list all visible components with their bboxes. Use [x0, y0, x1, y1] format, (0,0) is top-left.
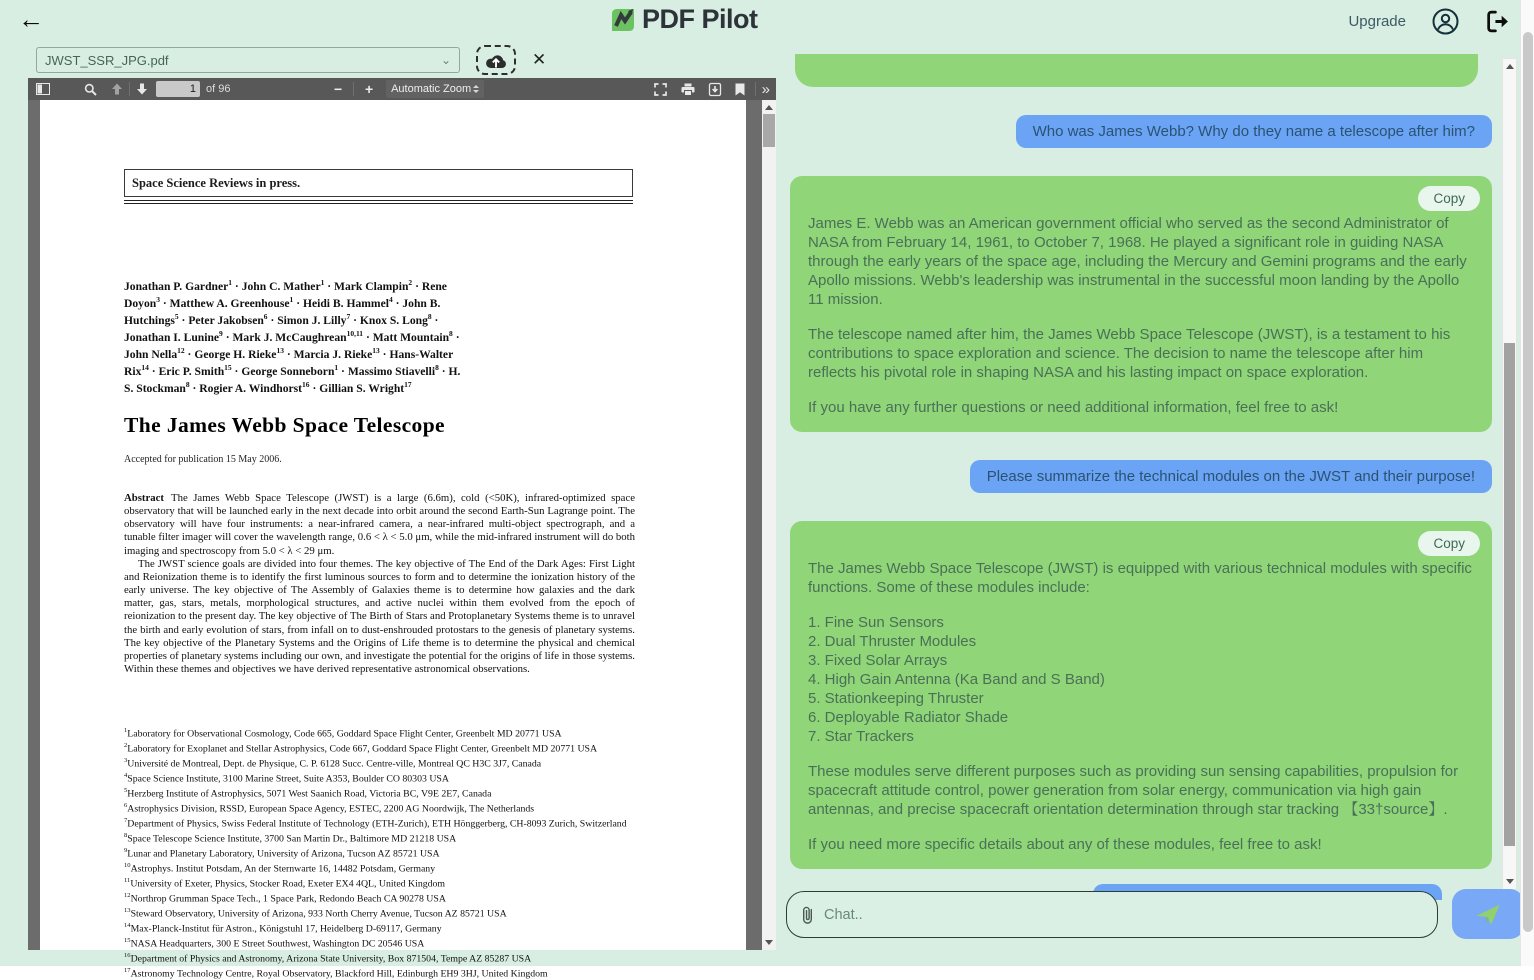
send-button[interactable]	[1452, 889, 1524, 939]
top-right-actions	[1348, 8, 1510, 35]
author-list: Jonathan P. Gardner$^1$ · John C. Mather$^1$ · Mark Clampin$^2$ · Rene Doyon$^3$ · Matthew A. Greenhouse$^1$ · Heidi B. Hammel$^4$ · John B. Hutchings$^5$ · Peter Jakobsen$^6$ · Simon J. Lilly$^7$ · Knox S. Long$^8$ · Jonathan I. Lunine$^9$ · Mark J. McCaughrean$^{10,11}$ · Matt Mountain$^8$ · John Nella$^{12}$ · George H. Rieke$^{13}$ · Marcia J. Rieke$^{13}$ · Hans-Walter Rix$^{14}$ · Eric P. Smith$^{15}$ · George Sonneborn$^1$ · Massimo Stiavelli$^8$ · H. S. Stockman$^8$ · Rogier A. Windhorst$^{16}$ · Gillian S. Wright$^{17}$	[124, 278, 461, 396]
sidebar-toggle-icon[interactable]	[36, 78, 50, 100]
page-down-icon[interactable]	[136, 78, 148, 100]
window-scrollbar-thumb[interactable]	[1523, 32, 1533, 932]
scroll-down-icon[interactable]	[765, 940, 773, 945]
footnote: $^9$Lunar and Planetary Laboratory, University of Arizona, Tucson AZ 85721 USA	[124, 846, 440, 860]
chat-text: 4. High Gain Antenna (Ka Band and S Band)	[808, 671, 1105, 688]
presentation-mode-icon[interactable]	[654, 78, 667, 100]
chat-text: Please summarize the technical modules on the JWST and their purpose!	[986, 468, 1475, 485]
chat-message-user	[1016, 115, 1492, 148]
paper-title: The James Webb Space Telescope	[124, 413, 445, 437]
toolbar-divider	[755, 82, 756, 96]
abstract-label: Abstract	[124, 492, 165, 504]
close-file-button[interactable]: ✕	[532, 50, 547, 69]
copy-button[interactable]: Copy	[1418, 531, 1480, 556]
footnote: $^{10}$Astrophys. Institut Potsdam, An der Sternwarte 16, 14482 Potsdam, Germany	[124, 861, 436, 875]
attachment-paperclip-icon[interactable]	[801, 905, 814, 925]
chat-text: These modules serve different purposes such as providing sun sensing capabilities, propulsion for spacecraft attitude control, power generation from solar energy, communication via high gain antennas, and precise spacecraft orientation determination through star tracking 【33†source】.	[808, 763, 1459, 818]
chat-text: 2. Dual Thruster Modules	[808, 633, 977, 650]
pdf-viewer	[28, 78, 776, 980]
zoom-select[interactable]	[386, 80, 484, 98]
abstract-paragraph: The James Webb Space Telescope (JWST) is a large (6.6m), cold (<50K), infrared-optimized space observatory that will be launched early in the next decade into orbit around the second Earth-Sun Lagrange point. The observatory will have four instruments: a near-infrared camera, a near-infrared multi-object spectrograph, and a tunable filter imager will cover the wavelength range, 0.6 < λ < 5.0 μm, while the mid-infrared instrument will do both imaging and spectroscopy from 5.0 < λ < 29 μm.	[124, 492, 635, 557]
zoom-out-icon[interactable]: −	[333, 81, 343, 97]
file-bar	[36, 45, 546, 75]
print-icon[interactable]	[681, 78, 695, 100]
chat-text: 7. Star Trackers	[808, 728, 914, 745]
abstract-paragraph: The JWST science goals are divided into four themes. The key objective of The End of the Dark Ages: First Light and Reionization theme is to identify the first luminous sources to form and to determine the ionization history of the early universe. The key objective of The Assembly of Galaxies theme is to determine how galaxies and the dark matter, gas, stars, metals, morphological structures, and active nuclei within them evolved from the epoch of reionization to the present day. The key objective of The Birth of Stars and Protoplanetary Systems theme is to unravel the birth and early evolution of stars, from infall on to dust-enshrouded protostars to the genesis of planetary systems. The key objective of the Planetary Systems and the Origins of Life theme is to determine the physical and chemical properties of planetary systems including our own, and investigate the potential for the origins of life in those systems. Within these themes and objectives we have derived representative astronomical observations.	[124, 557, 635, 676]
footnote: $^6$Astrophysics Division, RSSD, European Space Agency, ESTEC, 2200 AG Noordwijk, The Netherlands	[124, 801, 535, 815]
brand-logo	[608, 4, 758, 35]
chat-scrollbar[interactable]	[1502, 58, 1517, 890]
file-select[interactable]	[36, 47, 460, 73]
brand-logo-icon	[608, 5, 638, 35]
download-icon[interactable]	[709, 78, 721, 100]
scroll-down-icon[interactable]	[1506, 879, 1514, 884]
abstract	[124, 492, 635, 676]
pdf-canvas-area	[28, 100, 776, 980]
page-count-label: of 96	[206, 83, 231, 95]
logout-icon[interactable]	[1485, 9, 1510, 34]
footnote: $^8$Space Telescope Science Institute, 3700 San Martin Dr., Baltimore MD 21218 USA	[124, 831, 457, 845]
chat-scrollbar-thumb[interactable]	[1504, 343, 1515, 846]
chat-text: 3. Fixed Solar Arrays	[808, 652, 948, 669]
chat-message-assistant	[795, 54, 1478, 87]
chat-message-assistant	[790, 521, 1492, 869]
pdf-page	[40, 100, 746, 980]
chat-input-placeholder: Chat..	[824, 906, 863, 923]
more-tools-icon[interactable]: »	[761, 80, 768, 98]
chat-message-user	[970, 460, 1492, 493]
zoom-in-icon[interactable]: +	[364, 81, 374, 97]
top-bar	[0, 0, 1534, 42]
chat-text: The telescope named after him, the James Webb Space Telescope (JWST), is a testament to his contributions to space exploration and science. The decision to name the telescope after him reflects his pivotal role in shaping NASA and his lasting impact on space exploration.	[808, 326, 1451, 381]
scroll-up-icon[interactable]	[1506, 64, 1514, 69]
footnote: $^4$Space Science Institute, 3100 Marine Street, Suite A353, Boulder CO 80303 USA	[124, 771, 449, 785]
chat-text: 6. Deployable Radiator Shade	[808, 709, 1009, 726]
accepted-line: Accepted for publication 15 May 2006.	[124, 454, 282, 465]
footnote: $^{12}$Northrop Grumman Space Tech., 1 Space Park, Redondo Beach CA 90278 USA	[124, 891, 446, 905]
affiliation-footnotes	[124, 725, 639, 980]
footnote: $^{16}$Department of Physics and Astronomy, Arizona State University, Box 871504, Tempe AZ 85287 USA	[124, 951, 532, 965]
chat-panel	[786, 52, 1502, 892]
chat-input[interactable]	[786, 891, 1438, 938]
send-plane-icon	[1472, 899, 1504, 929]
scroll-up-icon[interactable]	[765, 105, 773, 110]
footnote: $^{17}$Astronomy Technology Centre, Royal Observatory, Blackford Hill, Edinburgh EH9 3HJ, United Kingdom	[124, 966, 548, 980]
journal-banner: Space Science Reviews in press.	[124, 169, 633, 197]
toolbar-divider	[129, 82, 130, 96]
zoom-select-value: Automatic Zoom	[391, 83, 472, 95]
page-number-input[interactable]: 1	[156, 81, 200, 97]
rule-divider	[124, 200, 633, 204]
chat-message-assistant	[790, 176, 1492, 432]
pdf-toolbar	[28, 78, 776, 100]
back-button[interactable]: ←	[18, 4, 44, 34]
search-icon[interactable]	[84, 78, 97, 100]
window-scrollbar[interactable]	[1520, 0, 1534, 966]
footnote: $^7$Department of Physics, Swiss Federal Institute of Technology (ETH-Zurich), ETH Hönggerberg, CH-8093 Zurich, Switzerland	[124, 816, 627, 830]
bookmark-icon[interactable]	[735, 78, 745, 100]
chat-text: The James Webb Space Telescope (JWST) is equipped with various technical modules with specific functions. Some of these modules include:	[808, 560, 1472, 596]
footnote: $^{11}$University of Exeter, Physics, Stocker Road, Exeter EX4 4QL, United Kingdom	[124, 876, 446, 890]
footnote: $^3$Université de Montreal, Dept. de Physique, C. P. 6128 Succ. Centre-ville, Montreal QC H3C 3J7, Canada	[124, 756, 542, 770]
upload-button[interactable]	[476, 45, 516, 75]
footnote: $^5$Herzberg Institute of Astrophysics, 5071 West Saanich Road, Victoria BC, V9E 2E7, Canada	[124, 786, 492, 800]
footnote: $^{15}$NASA Headquarters, 300 E Street Southwest, Washington DC 20546 USA	[124, 936, 425, 950]
chevron-down-icon: ⌄	[440, 53, 451, 67]
upgrade-link[interactable]: Upgrade	[1348, 13, 1406, 30]
footnote: $^{14}$Max-Planck-Institut für Astron., Königstuhl 17, Heidelberg D-69117, Germany	[124, 921, 442, 935]
toolbar-divider	[353, 82, 354, 96]
select-arrows-icon	[473, 85, 479, 93]
chat-text: If you have any further questions or need additional information, feel free to ask!	[808, 399, 1339, 416]
pdf-scrollbar-thumb[interactable]	[763, 114, 775, 147]
footnote: $^2$Laboratory for Exoplanet and Stellar Astrophysics, Code 667, Goddard Space Flight Center, Greenbelt MD 20771 USA	[124, 741, 598, 755]
chat-text: James E. Webb was an American government official who served as the second Administrator of NASA from February 14, 1961, to October 7, 1968. He played a significant role in guiding NASA through the early years of the space age, including the Mercury and Gemini programs and the early Apollo missions. Webb's leadership was instrumental in the successful moon landing by the Apollo 11 mission.	[808, 215, 1467, 308]
pdf-scrollbar[interactable]	[762, 100, 776, 950]
file-select-value: JWST_SSR_JPG.pdf	[45, 52, 169, 68]
chat-text: 5. Stationkeeping Thruster	[808, 690, 984, 707]
chat-text: 1. Fine Sun Sensors	[808, 614, 944, 631]
copy-button[interactable]: Copy	[1418, 186, 1480, 211]
chat-text: If you need more specific details about any of these modules, feel free to ask!	[808, 836, 1322, 853]
brand-name: PDF Pilot	[642, 4, 758, 34]
upload-cloud-icon	[485, 52, 507, 69]
page-up-icon[interactable]	[111, 78, 123, 100]
account-avatar-icon[interactable]	[1432, 8, 1459, 35]
footnote: $^1$Laboratory for Observational Cosmology, Code 665, Goddard Space Flight Center, Greenbelt MD 20771 USA	[124, 727, 562, 740]
footnote: $^{13}$Steward Observatory, University of Arizona, 933 North Cherry Avenue, Tucson AZ 85721 USA	[124, 906, 507, 920]
chat-text: Who was James Webb? Why do they name a telescope after him?	[1032, 123, 1475, 140]
